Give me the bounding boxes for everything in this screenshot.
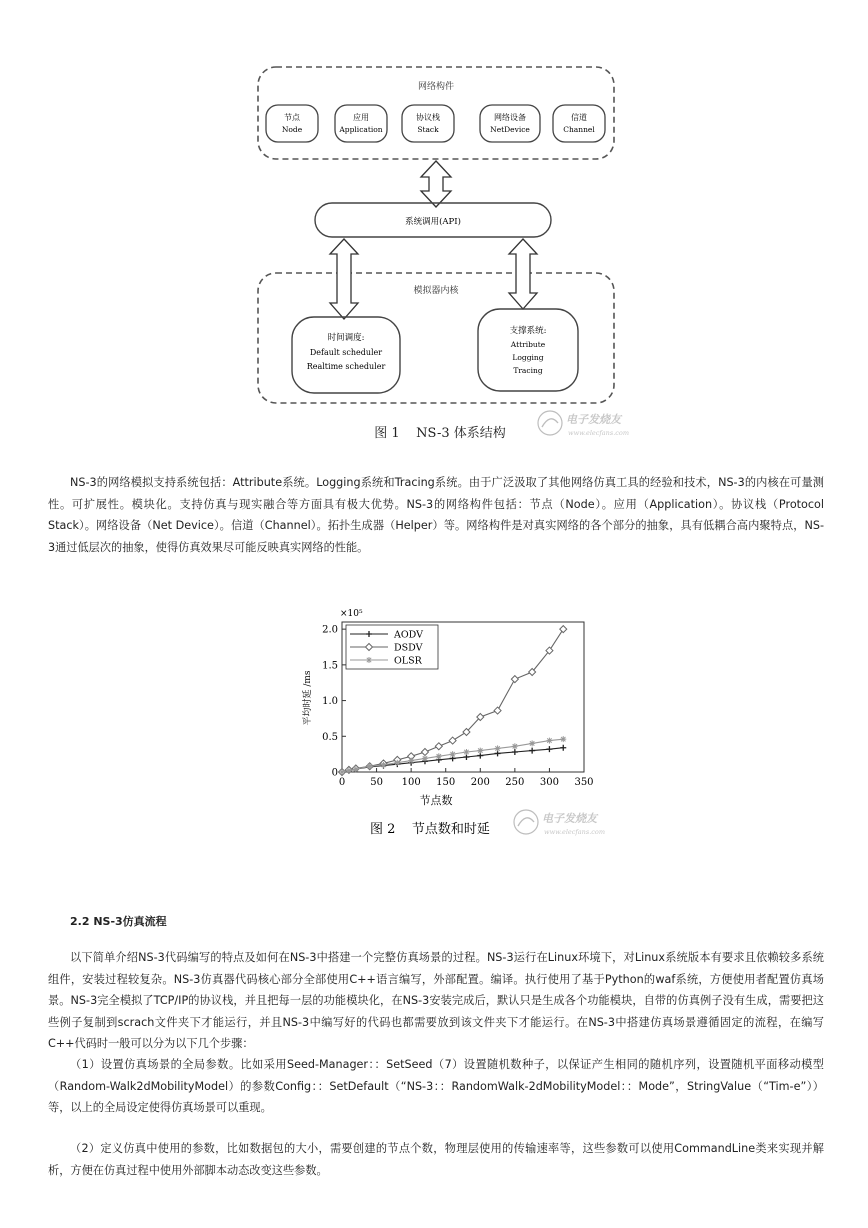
svg-text:支撑系统:: 支撑系统: [509,326,547,336]
data-point-aodv [560,745,566,751]
data-point-aodv [546,746,552,752]
data-point-olsr [560,736,566,742]
figure-2-caption: 图 2 节点数和时延 [370,822,490,837]
support-system-box [478,309,578,391]
x-tick-label: 300 [539,777,559,788]
data-point-dsdv [421,749,428,756]
x-tick-label: 350 [574,777,594,788]
figure-1-architecture-diagram [240,55,640,450]
svg-text:Tracing: Tracing [513,366,543,375]
data-point-olsr [422,755,428,761]
component-application [335,105,387,142]
svg-text:时间调度:: 时间调度: [327,333,365,343]
simulator-core-label: 模拟器内核 [413,286,459,296]
svg-text:Channel: Channel [563,125,595,134]
svg-text:www.elecfans.com: www.elecfans.com [544,828,605,836]
svg-text:电子发烧友: 电子发烧友 [566,413,621,426]
data-point-olsr [477,748,483,754]
y-tick-label: 1.5 [322,660,338,672]
watermark-logo-2 [514,810,605,836]
svg-text:Default scheduler: Default scheduler [309,348,383,357]
svg-text:Application: Application [339,125,383,134]
arrow-components-to-api [421,161,451,207]
api-label: 系统调用(API) [405,217,461,227]
paragraph-4: （2）定义仿真中使用的参数，比如数据包的大小，需要创建的节点个数，物理层使用的传输速率等，这些参数可以使用CommandLine类来实现并解析，方便在仿真过程中使用外部脚本动态改变这些参数。 [48,1142,824,1177]
data-point-dsdv [511,676,518,683]
svg-text:节点: 节点 [284,113,300,122]
data-point-olsr [546,738,552,744]
legend-label: AODV [394,629,423,641]
component-channel [553,105,605,142]
data-point-dsdv [449,737,456,744]
data-point-olsr [450,751,456,757]
x-tick-label: 250 [505,777,525,788]
figure-2-delay-chart [290,600,640,845]
data-point-aodv [512,749,518,755]
legend-label: OLSR [394,655,422,667]
svg-text:Stack: Stack [417,125,439,134]
x-tick-label: 50 [370,777,383,788]
legend-marker [366,657,372,663]
svg-text:网络设备: 网络设备 [494,113,526,122]
data-point-olsr [394,760,400,766]
time-scheduler-box [292,317,400,393]
data-point-dsdv [560,626,567,633]
data-point-olsr [495,745,501,751]
y-multiplier: ×10⁵ [340,609,363,619]
x-axis-label: 节点数 [419,794,453,807]
svg-text:信道: 信道 [571,113,587,122]
svg-text:Logging: Logging [512,353,544,362]
y-tick-label: 0 [331,767,338,779]
svg-text:Realtime scheduler: Realtime scheduler [306,362,386,371]
data-point-olsr [339,769,345,775]
svg-text:NetDevice: NetDevice [490,125,530,134]
svg-text:协议栈: 协议栈 [416,113,440,122]
data-point-aodv [529,748,535,754]
x-tick-label: 200 [470,777,490,788]
component-node [266,105,318,142]
data-point-dsdv [435,743,442,750]
x-tick-label: 100 [401,777,421,788]
arrow-api-to-scheduler [330,239,358,319]
data-point-olsr [408,758,414,764]
y-tick-label: 2.0 [322,624,338,636]
data-point-olsr [529,740,535,746]
figure-1-caption: 图 1 NS-3 体系结构 [374,426,506,441]
x-tick-label: 0 [338,777,346,788]
section-title: 2.2 NS-3仿真流程 [70,915,167,928]
legend-label: DSDV [394,642,423,654]
svg-text:Node: Node [281,125,303,134]
data-point-dsdv [494,707,501,714]
svg-text:Attribute: Attribute [510,340,546,349]
arrow-api-to-support [509,239,537,309]
paragraph-1: NS-3的网络模拟支持系统包括：Attribute系统。Logging系统和Tracing系统。由于广泛汲取了其他网络仿真工具的经验和技术，NS-3的内核在可量测性。可扩展性。模块化。支持仿真与现实融合等方面具有极大优势。NS-3的网络构件包括：节点（Node）。应用（Application）。协议栈（Protocol Stack）。网络设备（Net Device）。信道（Channel）。拓扑生成器（Helper）等。网络构件是对真实网络的各个部分的抽象，具有低耦合高内聚特点，NS-3通过低层次的抽象，使得仿真效果尽可能反映真实网络的性能。 [48,476,824,554]
paragraph-2: 以下简单介绍NS-3代码编写的特点及如何在NS-3中搭建一个完整仿真场景的过程。NS-3运行在Linux环境下，对Linux系统版本有要求且依赖较多系统组件，安装过程较复杂。NS-3仿真器代码核心部分全部使用C++语言编写，外部配置。编译。执行使用了基于Python的waf系统，方便使用者配置仿真场景。NS-3完全模拟了TCP/IP的协议栈，并且把每一层的功能模块化，在NS-3安装完成后，默认只是生成各个功能模块，自带的仿真例子没有生成，需要把这些例子复制到scrach文件夹下才能运行，并且NS-3中编写好的代码也都需要放到该文件夹下才能运行。在NS-3中搭建仿真场景遵循固定的流程，在编写C++代码时一般可以分为以下几个步骤： [48,951,824,1050]
x-tick-label: 150 [436,777,456,788]
data-point-olsr [380,762,386,768]
data-point-olsr [367,763,373,769]
watermark-logo [538,411,629,437]
data-point-olsr [512,743,518,749]
network-components-label: 网络构件 [417,82,455,92]
paragraph-3: （1）设置仿真场景的全局参数。比如采用Seed-Manager：：SetSeed（7）设置随机数种子，以保证产生相同的随机序列，设置随机平面移动模型（Random-Walk2dMobilityModel）的参数Config：：SetDefault（“NS-3：：RandomWalk-2dMobilityModel：：Mode”，StringValue（“Tim-e”））等，以上的全局设定使得仿真场景可以重现。 [48,1058,824,1114]
y-tick-label: 1.0 [322,696,338,708]
component-stack [402,105,454,142]
svg-text:电子发烧友: 电子发烧友 [542,812,597,825]
y-axis-label: 平均时延 /ms [303,670,313,726]
svg-text:www.elecfans.com: www.elecfans.com [568,429,629,437]
component-netdevice [480,105,540,142]
data-point-olsr [353,766,359,772]
data-point-olsr [346,768,352,774]
y-tick-label: 0.5 [322,731,338,743]
data-point-olsr [436,753,442,759]
svg-text:应用: 应用 [353,113,369,122]
data-point-olsr [463,749,469,755]
